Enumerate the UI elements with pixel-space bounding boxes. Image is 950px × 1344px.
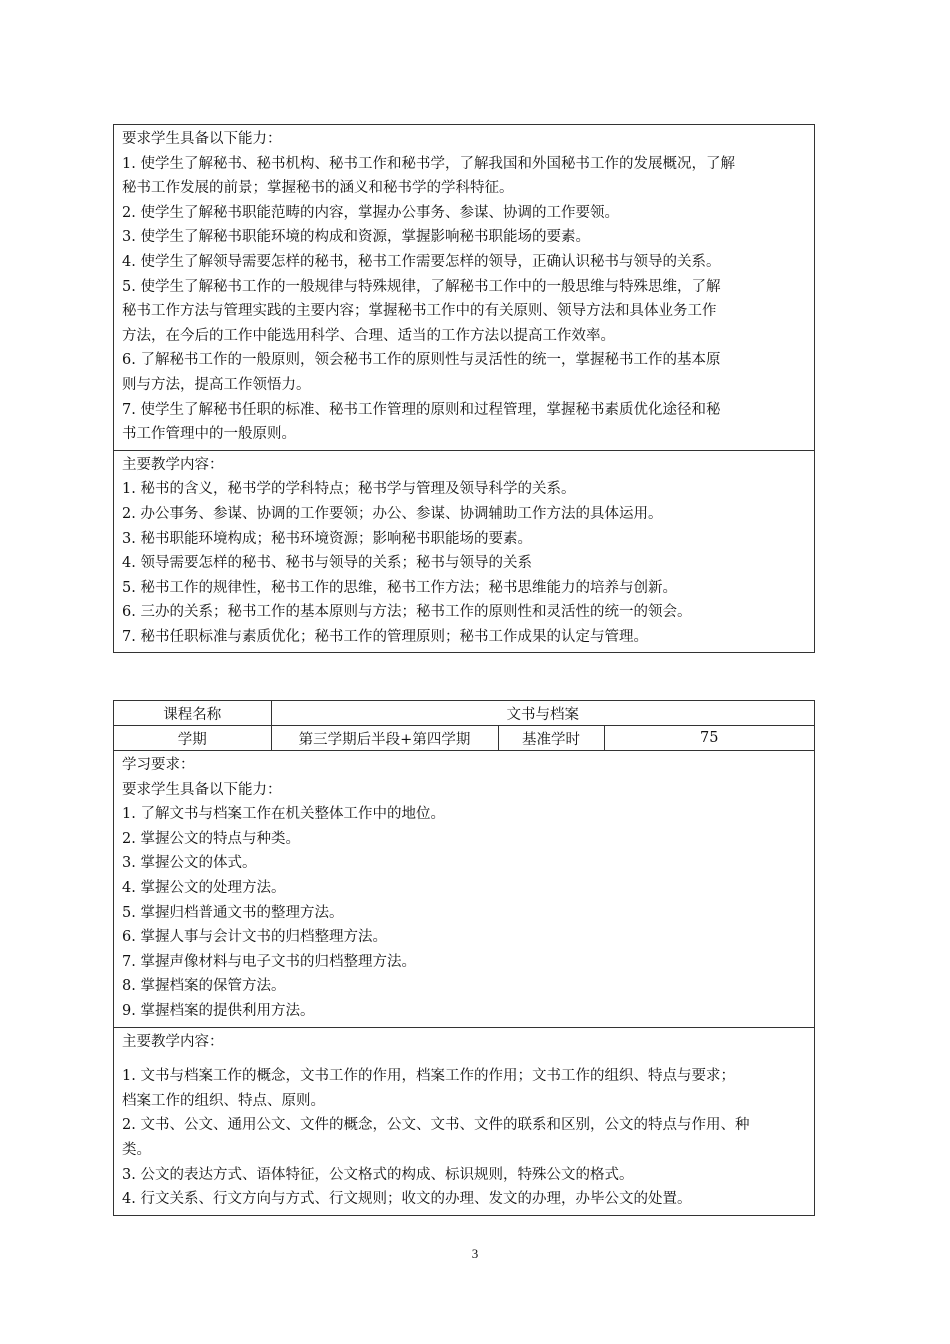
course-table-documents-archives (113, 700, 815, 1216)
requirements-cell (114, 125, 814, 450)
requirements-list (122, 152, 806, 447)
content-line: 4. 行文关系、行文方向与方式、行文规则；收文的办理、发文的办理，办毕公文的处置。 (122, 1191, 692, 1208)
requirement-line: 2. 掌握公文的特点与种类。 (122, 830, 300, 847)
content-line: 1. 秘书的含义，秘书学的学科特点；秘书学与管理及领导科学的关系。 (122, 481, 576, 498)
requirement-line: 2. 使学生了解秘书职能范畴的内容，掌握办公事务、参谋、协调的工作要领。 (122, 204, 619, 221)
hours-value: 75 (604, 726, 814, 751)
requirements-heading: 学习要求： (122, 757, 195, 773)
requirements-title: 要求学生具备以下能力： (122, 781, 282, 798)
teaching-content-cell (114, 450, 814, 653)
requirement-line: 则与方法，提高工作领悟力。 (122, 376, 311, 393)
course-name-label: 课程名称 (114, 701, 271, 726)
page-number: 3 (471, 1246, 479, 1261)
content-line: 2. 文书、公文、通用公文、文件的概念，公文、文书、文件的联系和区别，公文的特点与作用、种 (122, 1117, 750, 1134)
spacer (122, 1054, 806, 1064)
content-line: 5. 秘书工作的规律性，秘书工作的思维，秘书工作方法；秘书思维能力的培养与创新。 (122, 579, 677, 596)
term-value: 第三学期后半段+第四学期 (271, 726, 498, 751)
requirement-line: 方法，在今后的工作中能选用科学、合理、适当的工作方法以提高工作效率。 (122, 327, 615, 344)
requirement-line: 8. 掌握档案的保管方法。 (122, 978, 286, 995)
course-table-secretarial (113, 124, 815, 653)
content-line: 3. 秘书职能环境构成；秘书环境资源；影响秘书职能场的要素。 (122, 530, 532, 547)
content-line: 6. 三办的关系；秘书工作的基本原则与方法；秘书工作的原则性和灵活性的统一的领会。 (122, 604, 692, 621)
requirement-line: 1. 了解文书与档案工作在机关整体工作中的地位。 (122, 806, 445, 823)
term-label: 学期 (114, 726, 271, 751)
requirement-line: 7. 掌握声像材料与电子文书的归档整理方法。 (122, 953, 416, 970)
hours-label: 基准学时 (498, 726, 604, 751)
course-name-value: 文书与档案 (271, 701, 814, 726)
content-line: 1. 文书与档案工作的概念，文书工作的作用，档案工作的作用；文书工作的组织、特点与要求； (122, 1068, 735, 1085)
requirement-line: 书工作管理中的一般原则。 (122, 426, 296, 443)
content-line: 类。 (122, 1141, 151, 1158)
content-line: 3. 公文的表达方式、语体特征，公文格式的构成、标识规则，特殊公文的格式。 (122, 1166, 634, 1183)
teaching-content-title: 主要教学内容： (122, 1033, 224, 1050)
requirement-line: 4. 掌握公文的处理方法。 (122, 879, 286, 896)
requirements-cell (114, 751, 814, 1027)
requirement-line: 5. 使学生了解秘书工作的一般规律与特殊规律，了解秘书工作中的一般思维与特殊思维，了解 (122, 278, 721, 295)
course-name-row (114, 701, 814, 726)
term-row (114, 726, 814, 751)
requirement-line: 9. 掌握档案的提供利用方法。 (122, 1002, 315, 1019)
content-line: 7. 秘书任职标准与素质优化；秘书工作的管理原则；秘书工作成果的认定与管理。 (122, 628, 648, 645)
requirement-line: 7. 使学生了解秘书任职的标准、秘书工作管理的原则和过程管理，掌握秘书素质优化途径和秘 (122, 401, 721, 418)
content-line: 2. 办公事务、参谋、协调的工作要领；办公、参谋、协调辅助工作方法的具体运用。 (122, 505, 663, 522)
requirement-line: 6. 了解秘书工作的一般原则，领会秘书工作的原则性与灵活性的统一，掌握秘书工作的基本原 (122, 352, 721, 369)
requirement-line: 3. 使学生了解秘书职能环境的构成和资源，掌握影响秘书职能场的要素。 (122, 229, 590, 246)
requirement-line: 秘书工作发展的前景；掌握秘书的涵义和秘书学的学科特征。 (122, 180, 514, 197)
requirement-line: 1. 使学生了解秘书、秘书机构、秘书工作和秘书学，了解我国和外国秘书工作的发展概况，了解 (122, 155, 735, 172)
teaching-content-list (122, 1064, 806, 1212)
requirements-title: 要求学生具备以下能力： (122, 131, 282, 147)
requirement-line: 3. 掌握公文的体式。 (122, 855, 257, 872)
requirement-line: 秘书工作方法与管理实践的主要内容；掌握秘书工作中的有关原则、领导方法和具体业务工作 (122, 303, 717, 320)
requirement-line: 6. 掌握人事与会计文书的归档整理方法。 (122, 929, 387, 946)
requirement-line: 5. 掌握归档普通文书的整理方法。 (122, 904, 344, 921)
course-header-table (114, 701, 814, 751)
teaching-content-list (122, 477, 806, 649)
teaching-content-title: 主要教学内容： (122, 456, 224, 473)
requirements-list (122, 802, 806, 1023)
teaching-content-cell (114, 1027, 814, 1215)
content-line: 4. 领导需要怎样的秘书、秘书与领导的关系；秘书与领导的关系 (122, 555, 532, 572)
requirement-line: 4. 使学生了解领导需要怎样的秘书，秘书工作需要怎样的领导，正确认识秘书与领导的关系。 (122, 253, 721, 270)
content-line: 档案工作的组织、特点、原则。 (122, 1092, 325, 1109)
